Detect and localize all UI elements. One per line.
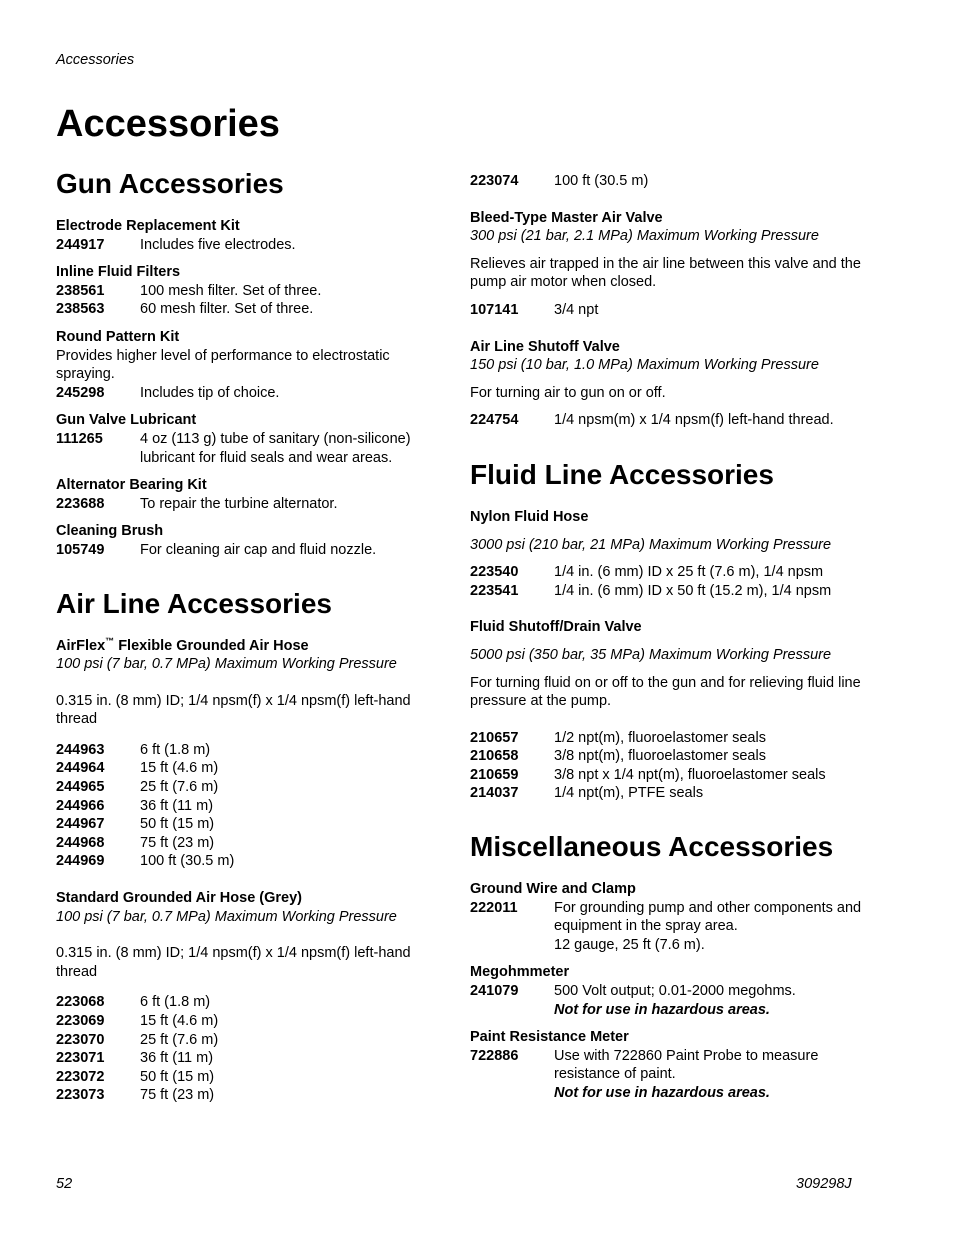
part-row [56,430,446,467]
part-description-detail: 12 gauge, 25 ft (7.6 m). [554,936,705,953]
pressure-rating: 5000 psi (350 bar, 35 MPa) Maximum Working Pressure [470,646,832,663]
part-description: 4 oz (113 g) tube of sanitary (non-silicone) lubricant for fluid seals and wear areas. [140,430,411,466]
megohmmeter [470,963,870,1019]
item-title: Inline Fluid Filters [56,264,181,281]
item-title: Standard Grounded Air Hose (Grey) [56,890,302,907]
item-title: Alternator Bearing Kit [56,477,207,494]
part-description: To repair the turbine alternator. [140,495,338,512]
part-number: 223068 [56,994,105,1011]
part-number: 210658 [470,748,519,765]
pressure-rating: 150 psi (10 bar, 1.0 MPa) Maximum Working Pressure [470,357,819,374]
part-number: 244969 [56,853,105,870]
part-description: 25 ft (7.6 m) [140,1031,219,1048]
paint-resistance-meter [470,1028,870,1102]
part-row [56,282,446,301]
gun-accessories-section [56,166,446,560]
part-number: 244965 [56,779,105,796]
item-title: Paint Resistance Meter [470,1029,629,1046]
part-description: 1/4 npsm(m) x 1/4 npsm(f) left-hand thread. [554,412,834,429]
hazard-warning: Not for use in hazardous areas. [554,1001,770,1018]
part-description: Includes five electrodes. [140,236,296,253]
part-row [56,300,446,319]
part-row [470,563,870,582]
part-description: Use with 722860 Paint Probe to measure resistance of paint. [554,1047,819,1083]
pressure-rating: 3000 psi (210 bar, 21 MPa) Maximum Working Pressure [470,536,832,553]
item-description: For turning air to gun on or off. [470,384,666,401]
part-description: 6 ft (1.8 m) [140,741,211,758]
part-description: 75 ft (23 m) [140,1087,215,1104]
item-description: Relieves air trapped in the air line between this valve and the pump air motor when closed. [470,255,861,291]
page-number: 52 [56,1176,73,1192]
part-number: 241079 [470,983,519,1000]
part-row [56,1049,446,1068]
part-description: For cleaning air cap and fluid nozzle. [140,541,377,558]
part-description: 15 ft (4.6 m) [140,1013,219,1029]
item-title: Fluid Shutoff/Drain Valve [470,619,642,636]
part-number: 223072 [56,1068,105,1085]
page-title: Accessories [56,103,280,145]
part-row [56,778,446,797]
part-row [56,1086,446,1105]
part-row [56,1068,446,1087]
part-number: 722886 [470,1047,519,1064]
pressure-rating: 300 psi (21 bar, 2.1 MPa) Maximum Working Pressure [470,228,819,245]
part-number: 244964 [56,760,105,777]
part-description: 36 ft (11 m) [140,1050,214,1067]
part-row [470,747,870,766]
part-description: 1/4 in. (6 mm) ID x 50 ft (15.2 m), 1/4 npsm [554,582,832,599]
part-row [470,1047,870,1103]
part-description: 500 Volt output; 0.01-2000 megohms. [554,983,796,1000]
part-number: 223070 [56,1031,105,1048]
part-row [56,236,446,255]
part-description: 15 ft (4.6 m) [140,760,219,777]
part-row [470,411,870,430]
miscellaneous-accessories-heading: Miscellaneous Accessories [470,831,834,863]
part-row [56,815,446,834]
miscellaneous-accessories-section [470,829,870,1103]
part-description: 50 ft (15 m) [140,1068,215,1085]
air-line-shutoff-valve [470,338,870,430]
running-header: Accessories [56,52,135,68]
air-line-accessories-heading: Air Line Accessories [56,587,332,619]
part-description: 50 ft (15 m) [140,816,215,833]
fluid-line-accessories-heading: Fluid Line Accessories [470,458,774,490]
part-row [470,172,870,191]
item-title: Air Line Shutoff Valve [470,338,620,355]
part-row [56,1031,446,1050]
item-title: Round Pattern Kit [56,328,180,345]
electrode-kit [56,217,446,254]
part-number: 223688 [56,495,105,512]
part-number: 244966 [56,797,105,814]
part-description: Includes tip of choice. [140,384,280,401]
part-description: 36 ft (11 m) [140,797,214,814]
airflex-hose [56,637,446,872]
cleaning-brush [56,522,446,559]
part-number: 210659 [470,766,519,783]
part-row [56,1012,446,1031]
part-number: 111265 [56,430,103,447]
item-title: Electrode Replacement Kit [56,218,240,234]
part-row [470,582,870,601]
part-number: 245298 [56,384,105,401]
part-number: 223073 [56,1087,105,1104]
part-description: 100 ft (30.5 m) [554,173,649,189]
part-description: 60 mesh filter. Set of three. [140,301,314,318]
part-row [470,766,870,785]
part-number: 244967 [56,816,105,833]
gun-accessories-heading: Gun Accessories [56,168,284,199]
part-description: 1/2 npt(m), fluoroelastomer seals [554,729,766,746]
item-description: For turning fluid on or off to the gun and for relieving fluid line pressure at the pump. [470,674,861,710]
item-description: 0.315 in. (8 mm) ID; 1/4 npsm(f) x 1/4 npsm(f) left-hand thread [56,945,411,980]
document-number: 309298J [796,1176,852,1192]
part-number: 224754 [470,412,519,429]
part-row [470,301,870,320]
item-title: Ground Wire and Clamp [470,881,636,898]
part-row [470,729,870,748]
item-description: Provides higher level of performance to electrostatic spraying. [56,347,390,383]
inline-fluid-filters [56,263,446,319]
part-number: 223069 [56,1013,105,1029]
airflex-title-brand: AirFlex [56,637,106,654]
part-row [56,797,446,816]
air-line-accessories-section [56,586,446,1105]
bleed-type-master-air-valve [470,209,870,320]
fluid-line-accessories-section [470,457,870,803]
part-row [470,899,870,955]
item-title: Gun Valve Lubricant [56,412,197,429]
gun-valve-lubricant [56,411,446,467]
item-title: Megohmmeter [470,964,570,981]
part-number: 210657 [470,729,519,746]
part-number: 223071 [56,1050,105,1067]
part-number: 244968 [56,834,105,851]
ground-wire-and-clamp [470,880,870,954]
part-number: 238561 [56,282,105,299]
fluid-shutoff-drain-valve [470,618,870,803]
part-row [470,982,870,1019]
right-column [470,172,870,1112]
hazard-warning: Not for use in hazardous areas. [554,1085,770,1101]
part-description: 1/4 in. (6 mm) ID x 25 ft (7.6 m), 1/4 npsm [554,564,824,581]
part-description: 3/8 npt(m), fluoroelastomer seals [554,748,766,765]
part-number: 105749 [56,541,105,558]
part-row [470,784,870,803]
part-description: 6 ft (1.8 m) [140,994,211,1011]
item-title: Nylon Fluid Hose [470,508,589,525]
part-row [56,993,446,1012]
left-column [56,166,446,1131]
round-pattern-kit [56,328,446,402]
part-number: 244917 [56,236,105,253]
part-number: 222011 [470,899,518,916]
part-number: 223541 [470,582,519,599]
part-row [56,759,446,778]
item-title: Cleaning Brush [56,523,164,540]
part-description: 1/4 npt(m), PTFE seals [554,785,704,802]
part-number: 223074 [470,173,519,189]
part-number: 223540 [470,564,519,581]
item-title: Bleed-Type Master Air Valve [470,209,663,226]
standard-air-hose [56,889,446,1105]
part-description: 100 mesh filter. Set of three. [140,282,322,299]
part-row [56,384,446,403]
part-number: 244963 [56,741,105,758]
part-description: For grounding pump and other components and equipment in the spray area. [554,899,862,935]
part-description: 75 ft (23 m) [140,834,215,851]
part-description: 3/8 npt x 1/4 npt(m), fluoroelastomer seals [554,766,826,783]
airflex-title-rest: Flexible Grounded Air Hose [114,637,309,654]
nylon-fluid-hose [470,508,870,600]
part-row [56,495,446,514]
pressure-rating: 100 psi (7 bar, 0.7 MPa) Maximum Working Pressure [56,908,397,925]
pressure-rating: 100 psi (7 bar, 0.7 MPa) Maximum Working Pressure [56,656,397,673]
part-row [56,834,446,853]
part-number: 214037 [470,785,519,802]
part-row [56,852,446,871]
item-description: 0.315 in. (8 mm) ID; 1/4 npsm(f) x 1/4 npsm(f) left-hand thread [56,692,411,728]
trademark-symbol: ™ [105,635,115,646]
part-number: 238563 [56,301,105,318]
part-description: 3/4 npt [554,301,599,318]
part-description: 100 ft (30.5 m) [140,853,235,870]
alternator-bearing-kit [56,476,446,513]
part-row [56,741,446,760]
part-description: 25 ft (7.6 m) [140,779,219,796]
part-row [56,541,446,560]
item-title [56,637,446,656]
part-number: 107141 [470,301,519,318]
